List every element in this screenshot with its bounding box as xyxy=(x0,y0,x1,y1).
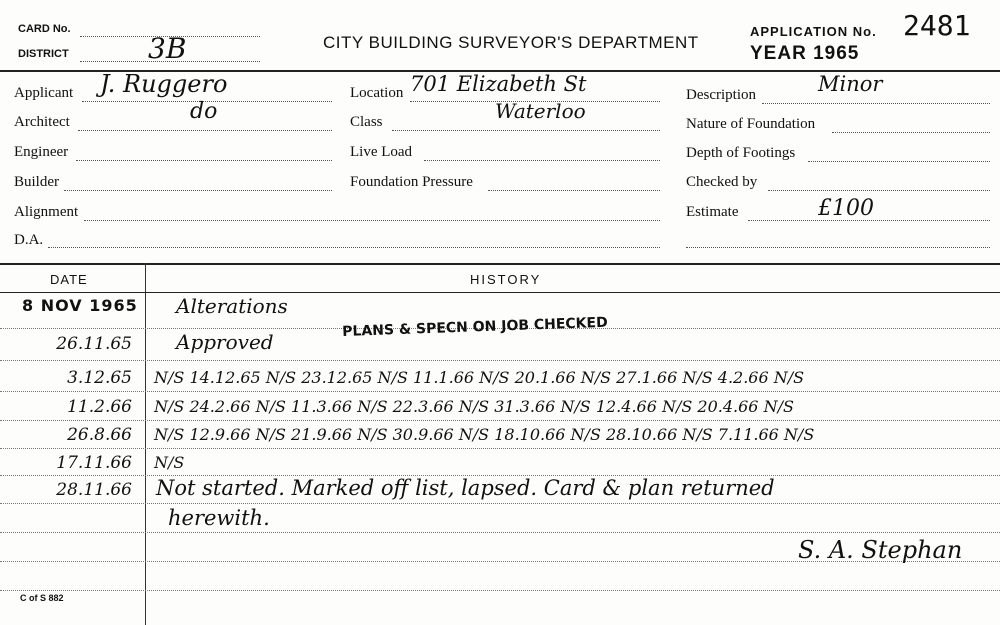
nature-of-foundation-label: Nature of Foundation xyxy=(686,116,816,132)
engineer-line xyxy=(76,160,332,161)
live-load-line xyxy=(424,160,660,161)
date-column-divider xyxy=(145,263,146,625)
application-number: 2481 xyxy=(903,9,971,42)
history-date: 28.11.66 xyxy=(56,480,132,500)
history-date: 26.8.66 xyxy=(67,425,132,445)
district-label: DISTRICT xyxy=(18,48,69,60)
builder-line xyxy=(64,190,332,191)
department-title: CITY BUILDING SURVEYOR'S DEPARTMENT xyxy=(323,33,699,52)
architect-label: Architect xyxy=(14,114,70,130)
nature-of-foundation-line xyxy=(832,132,990,133)
estimate-extra-line xyxy=(686,247,990,248)
alignment-label: Alignment xyxy=(14,204,79,220)
year-label: YEAR 1965 xyxy=(750,43,860,64)
engineer-label: Engineer xyxy=(14,144,69,160)
history-stamp: PLANS & SPECN ON JOB CHECKED xyxy=(342,314,608,340)
da-line xyxy=(48,247,660,248)
location-suburb: Waterloo xyxy=(495,99,586,123)
description-value: Minor xyxy=(818,72,883,96)
alignment-line xyxy=(84,220,660,221)
estimate-value: £100 xyxy=(818,196,874,221)
card-no-label: CARD No. xyxy=(18,23,71,35)
da-label: D.A. xyxy=(14,232,44,248)
depth-of-footings-label: Depth of Footings xyxy=(686,145,796,161)
location-value: 701 Elizabeth St xyxy=(410,72,587,96)
description-label: Description xyxy=(686,87,756,103)
history-rule xyxy=(0,532,1000,533)
history-entry: N/S xyxy=(154,453,185,472)
history-entry-continued: herewith. xyxy=(168,506,270,530)
history-header-line xyxy=(0,292,1000,293)
estimate-label: Estimate xyxy=(686,204,739,220)
history-entry: Approved xyxy=(176,330,274,354)
history-rule xyxy=(0,420,1000,421)
district-value: 3B xyxy=(148,32,187,65)
history-entry: N/S 24.2.66 N/S 11.3.66 N/S 22.3.66 N/S 31.3.66 N/S 12.4.66 N/S 20.4.66 N/S xyxy=(154,397,794,416)
history-rule xyxy=(0,448,1000,449)
history-divider xyxy=(0,263,1000,265)
history-rule xyxy=(0,503,1000,504)
foundation-pressure-line xyxy=(488,190,660,191)
applicant-label: Applicant xyxy=(14,85,74,101)
depth-of-footings-line xyxy=(808,161,990,162)
history-rule xyxy=(0,391,1000,392)
location-label: Location xyxy=(350,85,404,101)
signature: S. A. Stephan xyxy=(798,536,963,564)
history-date: 11.2.66 xyxy=(67,397,132,417)
history-date: 3.12.65 xyxy=(67,368,132,388)
history-rule xyxy=(0,590,1000,591)
history-entry: Not started. Marked off list, lapsed. Card & plan returned xyxy=(156,476,775,500)
architect-value: do xyxy=(190,99,218,124)
history-entry: N/S 12.9.66 N/S 21.9.66 N/S 30.9.66 N/S 18.10.66 N/S 28.10.66 N/S 7.11.66 N/S xyxy=(154,425,815,444)
history-date: 26.11.65 xyxy=(56,334,132,354)
applicant-value: J. Ruggero xyxy=(100,70,228,98)
application-label: APPLICATION No. xyxy=(750,24,877,39)
history-date: 8 NOV 1965 xyxy=(22,296,138,315)
history-date: 17.11.66 xyxy=(56,453,132,473)
description-line xyxy=(762,103,990,104)
class-line xyxy=(392,130,660,131)
checked-by-label: Checked by xyxy=(686,174,758,190)
history-rule xyxy=(0,360,1000,361)
builder-label: Builder xyxy=(14,174,59,190)
form-code: C of S 882 xyxy=(20,593,64,603)
date-header: DATE xyxy=(50,272,88,287)
history-entry: Alterations xyxy=(176,294,288,318)
checked-by-line xyxy=(768,190,990,191)
architect-line xyxy=(78,130,332,131)
foundation-pressure-label: Foundation Pressure xyxy=(350,174,473,190)
history-header: HISTORY xyxy=(470,272,542,287)
history-entry: N/S 14.12.65 N/S 23.12.65 N/S 11.1.66 N/S 20.1.66 N/S 27.1.66 N/S 4.2.66 N/S xyxy=(154,368,805,387)
class-label: Class xyxy=(350,114,383,130)
live-load-label: Live Load xyxy=(350,144,413,160)
